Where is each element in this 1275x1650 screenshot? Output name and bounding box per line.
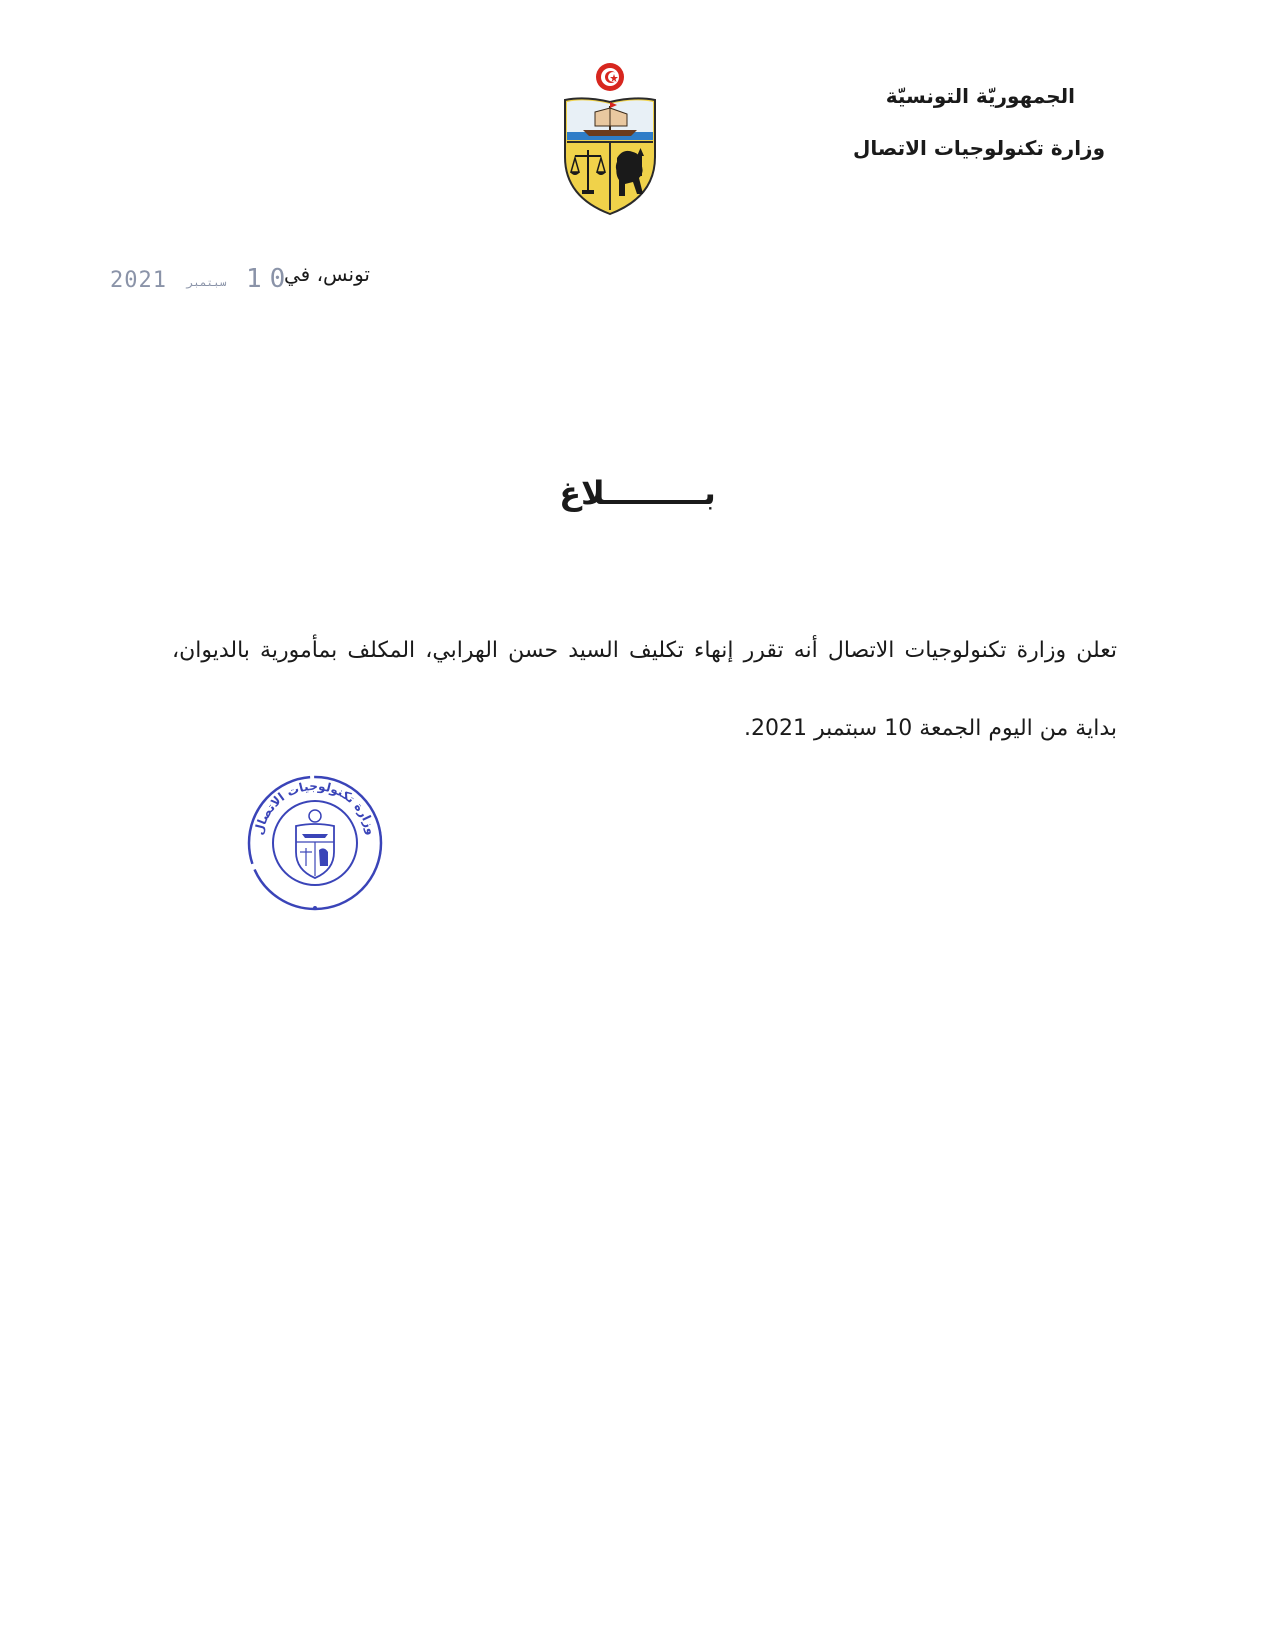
- tunisia-coat-of-arms-icon: [555, 62, 665, 222]
- ministry-stamp-icon: [240, 768, 390, 918]
- ministry-name: وزارة تكنولوجيات الاتصال: [853, 136, 1105, 160]
- date-month: سبتمبر: [186, 276, 227, 289]
- date-day: 10: [246, 264, 294, 294]
- seal-text: وزارة تكنولوجيات الاتصال: [251, 778, 379, 837]
- date-stamp: [110, 264, 293, 294]
- date-line: [110, 262, 370, 302]
- date-year: 2021: [110, 268, 167, 293]
- country-name: الجمهوريّة التونسيّة: [885, 84, 1075, 108]
- communique-body: تعلن وزارة تكنولوجيات الاتصال أنه تقرر إنهاء تكليف السيد حسن الهرابي، المكلف بمأمورية بالديوان، بداية من اليوم الجمعة 10 سبتمبر 2021.: [172, 638, 1117, 741]
- communique-title: بـــــــــلاغ: [559, 474, 716, 512]
- date-label: تونس، في: [283, 262, 370, 286]
